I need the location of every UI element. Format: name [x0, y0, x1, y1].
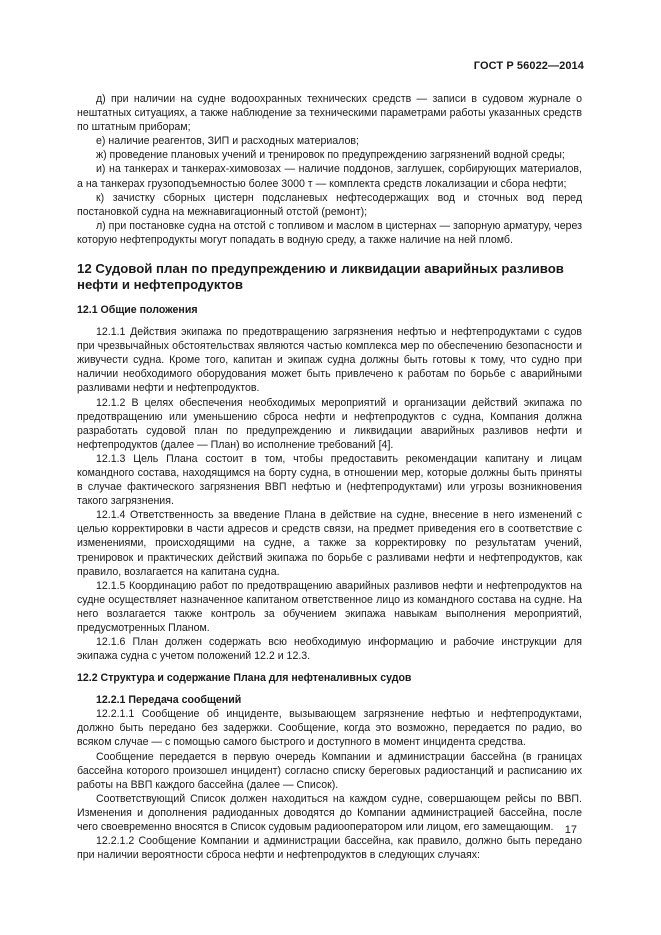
- paragraph: Сообщение передается в первую очередь Компании и администрации бассейна (в границах бассейна которого произошел инцидент) согласно списку береговых радиостанций и расписанию их работы на ВВП каждого бассейна (далее — Список).: [77, 750, 582, 791]
- list-item: л) при постановке судна на отстой с топливом и маслом в цистернах — запорную арматуру, через которую нефтепродукты могут попадать в водную среду, а также наличие на ней пломб.: [77, 219, 582, 246]
- subsection-title: 12.2 Структура и содержание Плана для нефтеналивных судов: [77, 672, 412, 685]
- list-item: е) наличие реагентов, ЗИП и расходных материалов;: [96, 135, 359, 148]
- paragraph: 12.1.4 Ответственность за введение Плана в действие на судне, внесение в него изменений с целью корректировки в части адресов и средств связи, на предмет приведения его в соответствие с изменениями, происходящими на судне, а также за корректировку по результатам учений, тренировок и практических действий экипажа по борьбе с разливами нефти и нефтепродуктов, как правило, возлагается на капитана судна.: [77, 509, 582, 578]
- clause-title: 12.2.1 Передача сообщений: [96, 694, 242, 707]
- document-body: [77, 92, 582, 862]
- subsection-title: 12.1 Общие положения: [77, 304, 198, 317]
- list-item: ж) проведение плановых учений и тренировок по предупреждению загрязнений водной среды;: [96, 149, 565, 162]
- standard-header: ГОСТ Р 56022—2014: [473, 60, 584, 72]
- paragraph: 12.2.1.2 Сообщение Компании и администрации бассейна, как правило, должно быть передано при наличии вероятности сброса нефти и нефтепродуктов в следующих случаях:: [77, 835, 582, 862]
- paragraph: 12.1.2 В целях обеспечения необходимых мероприятий и организации действий экипажа по предотвращению или уменьшению сброса нефти и нефтепродуктов с судна, Компания должна разработать судовой план по предупреждению и ликвидации аварийных разливов нефти и нефтепродуктов (далее — План) во исполнение требований [4].: [77, 396, 582, 451]
- list-item: и) на танкерах и танкерах-химовозах — наличие поддонов, заглушек, сорбирующих материалов, а на танкерах грузоподъемностью более 3000 т — комплекта средств локализации и сбора нефти;: [77, 163, 582, 190]
- paragraph: 12.1.1 Действия экипажа по предотвращению загрязнения нефтью и нефтепродуктами с судов при чрезвычайных обстоятельствах являются частью комплекса мер по обеспечению безопасности и живучести судна. Кроме того, капитан и экипаж судна должны быть готовы к тому, что судно при наличии необходимого оборудования может быть привлечено к работам по борьбе с аварийными разливами нефти и нефтепродуктов.: [77, 326, 582, 395]
- paragraph: 12.2.1.1 Сообщение об инциденте, вызывающем загрязнение нефтью и нефтепродуктами, должно быть передано без задержки. Сообщение, когда это возможно, передается по радио, во всяком случае — с помощью самого быстрого и доступного в момент инцидента средства.: [77, 708, 582, 749]
- page-number: 17: [564, 824, 577, 836]
- paragraph: 12.1.6 План должен содержать всю необходимую информацию и рабочие инструкции для экипажа судна с учетом положений 12.2 и 12.3.: [77, 636, 582, 663]
- paragraph: 12.1.3 Цель Плана состоит в том, чтобы предоставить рекомендации капитану и лицам командного состава, находящимся на борту судна, в отношении мер, которые должны быть приняты в случае фактического загрязнения ВВП нефтью и (нефтепродуктами) или угрозы возникновения такого загрязнения.: [77, 452, 582, 508]
- list-item: к) зачистку сборных цистерн подсланевых нефтесодержащих вод и сточных вод перед постановкой судна на межнавигационный отстой (ремонт);: [77, 191, 582, 218]
- list-item: д) при наличии на судне водоохранных технических средств — записи в судовом журнале о нештатных ситуациях, а также наблюдение за техническими параметрами работы указанных средств по штатным приборам;: [77, 93, 582, 134]
- paragraph: 12.1.5 Координацию работ по предотвращению аварийных разливов нефти и нефтепродуктов на судне осуществляет назначенное капитаном ответственное лицо из командного состава на судне. На него возлагается также контроль за обучением экипажа навыкам выполнения мероприятий, предусмотренных Планом.: [77, 579, 582, 634]
- paragraph: Соответствующий Список должен находиться на каждом судне, совершающем рейсы по ВВП. Изменения и дополнения радиоданных доводятся до Компании администрацией бассейна, после чего своевременно вносятся в Список судовым радиооператором или лицом, его замещающим.: [77, 792, 582, 834]
- section-title: 12 Судовой план по предупреждению и ликвидации аварийных разливов нефти и нефтепродуктов: [77, 261, 564, 293]
